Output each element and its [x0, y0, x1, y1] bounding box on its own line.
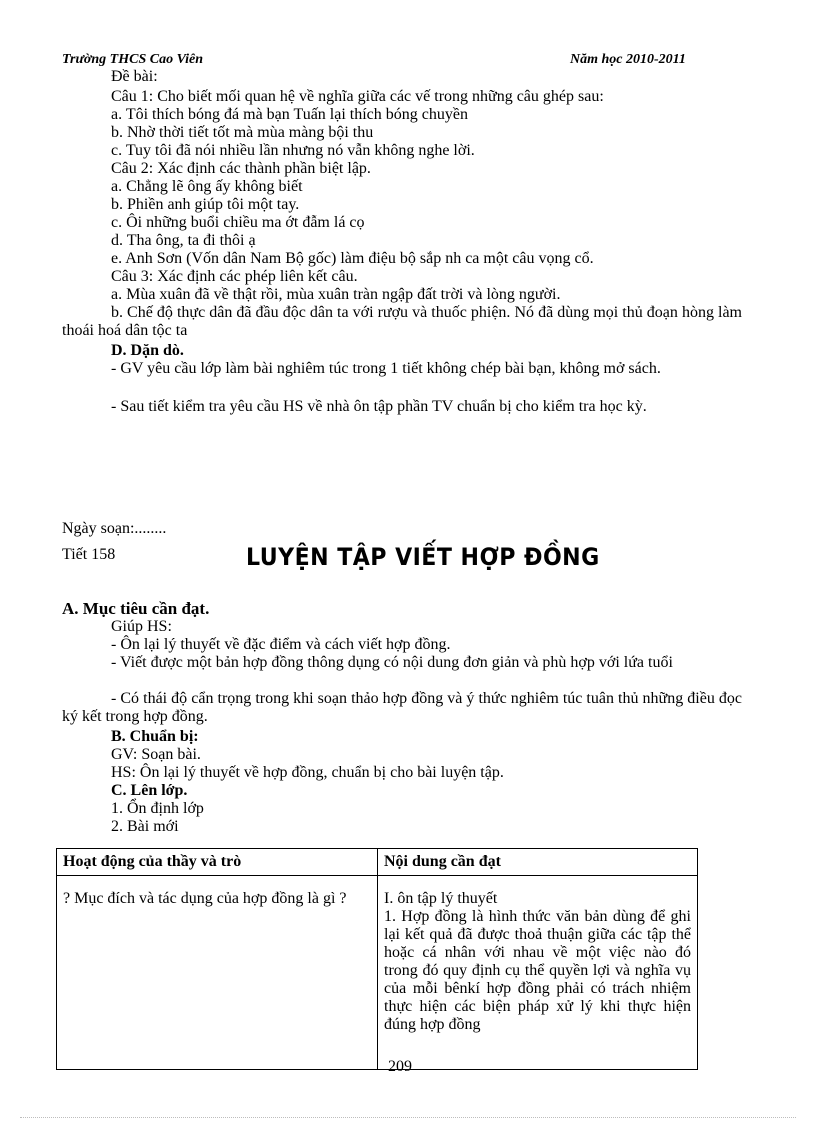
- header-school: Trường THCS Cao Viên: [62, 52, 204, 67]
- date-label: Ngày soạn:........: [62, 520, 167, 537]
- section-c-step-2: 2. Bài mới: [111, 818, 179, 835]
- table-header-row: [57, 849, 698, 876]
- section-d-paragraph-2: - Sau tiết kiểm tra yêu cầu HS về nhà ôn tập phần TV chuẩn bị cho kiểm tra học kỳ.: [111, 398, 647, 415]
- section-d-paragraph-1: - GV yêu cầu lớp làm bài nghiêm túc trong 1 tiết không chép bài bạn, không mở sách.: [111, 360, 661, 377]
- question-1-item-c: c. Tuy tôi đã nói nhiều lần nhưng nó vẫn không nghe lời.: [111, 142, 475, 159]
- table-answer-body: 1. Hợp đồng là hình thức văn bản dùng để ghi lại kết quả đã được thoả thuận giữa các tập thể hoặc cá nhân với nhau về một việc nào đó trong đó quy định cụ thể quyền lợi và nghĩa vụ của mỗi bênkí hợp đồng phải có trách nhiệm thực hiện các biện pháp xử lý khi thực hiện đúng hợp đồng: [384, 908, 691, 1033]
- section-b-student: HS: Ôn lại lý thuyết về hợp đồng, chuẩn bị cho bài luyện tập.: [111, 764, 504, 781]
- question-2-item-b: b. Phiền anh giúp tôi một tay.: [111, 196, 300, 213]
- question-2-item-d: d. Tha ông, ta đi thôi ạ: [111, 232, 256, 249]
- table-header-activities: Hoạt động của thầy và trò: [57, 849, 378, 876]
- question-2: Câu 2: Xác định các thành phần biệt lập.: [111, 160, 371, 177]
- table-row: [57, 876, 698, 1070]
- exercise-heading: Đề bài:: [111, 68, 158, 85]
- question-2-item-a: a. Chẳng lẽ ông ấy không biết: [111, 178, 303, 195]
- section-c-step-1: 1. Ổn định lớp: [111, 800, 204, 817]
- footer-divider: [20, 1117, 796, 1118]
- question-3-item-b: b. Chế độ thực dân đã đầu độc dân ta với rượu và thuốc phiện. Nó đã dùng mọi thủ đoạn hòng làm thoái hoá dân tộc ta: [62, 304, 742, 339]
- section-c-heading: C. Lên lớp.: [111, 782, 188, 799]
- question-1-item-b: b. Nhờ thời tiết tốt mà mùa màng bội thu: [111, 124, 374, 141]
- section-a-bullet-3: - Có thái độ cẩn trọng trong khi soạn thảo hợp đồng và ý thức nghiêm túc tuân thủ những điều đọc ký kết trong hợp đồng.: [62, 690, 742, 725]
- section-d-heading: D. Dặn dò.: [111, 342, 184, 359]
- section-b-heading: B. Chuẩn bị:: [111, 728, 199, 745]
- section-a-intro: Giúp HS:: [111, 618, 172, 635]
- table-header-content: Nội dung cần đạt: [378, 849, 698, 876]
- header-school-year: Năm học 2010-2011: [570, 52, 686, 67]
- lesson-title: LUYỆN TẬP VIẾT HỢP ĐỒNG: [246, 543, 600, 571]
- question-3: Câu 3: Xác định các phép liên kết câu.: [111, 268, 358, 285]
- lesson-period: Tiết 158: [62, 546, 116, 563]
- section-a-heading: A. Mục tiêu cần đạt.: [62, 599, 210, 618]
- question-1: Câu 1: Cho biết mối quan hệ về nghĩa giữa các vế trong những câu ghép sau:: [111, 88, 604, 105]
- section-a-bullet-2: - Viết được một bản hợp đồng thông dụng có nội dung đơn giản và phù hợp với lứa tuổi: [111, 654, 673, 671]
- page-number: 209: [388, 1058, 412, 1075]
- question-1-item-a: a. Tôi thích bóng đá mà bạn Tuấn lại thích bóng chuyền: [111, 106, 468, 123]
- lesson-table: [56, 848, 698, 1070]
- table-answer-title: I. ôn tập lý thuyết: [384, 890, 498, 907]
- question-2-item-c: c. Ôi những buổi chiều ma ớt đẫm lá cọ: [111, 214, 365, 231]
- section-a-bullet-1: - Ôn lại lý thuyết về đặc điểm và cách viết hợp đồng.: [111, 636, 451, 653]
- question-3-item-a: a. Mùa xuân đã về thật rồi, mùa xuân tràn ngập đất trời và lòng người.: [111, 286, 561, 303]
- table-question: ? Mục đích và tác dụng của hợp đồng là gì ?: [57, 876, 378, 1070]
- section-b-teacher: GV: Soạn bài.: [111, 746, 201, 763]
- question-2-item-e: e. Anh Sơn (Vốn dân Nam Bộ gốc) làm điệu bộ sắp nh ca một câu vọng cổ.: [111, 250, 594, 267]
- table-answer: [378, 876, 698, 1070]
